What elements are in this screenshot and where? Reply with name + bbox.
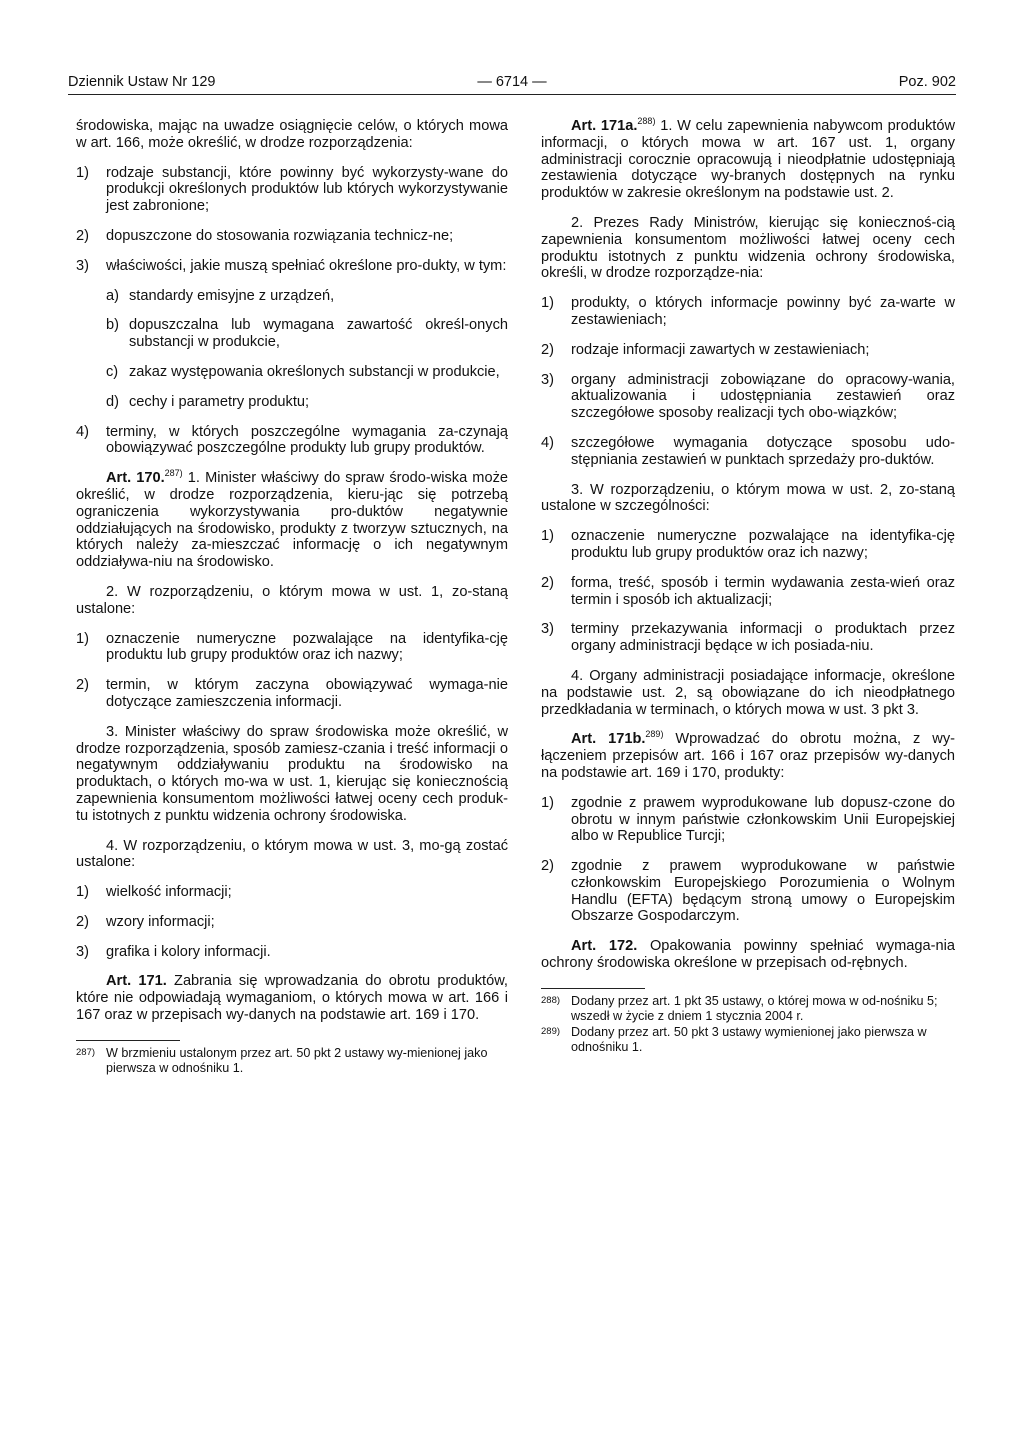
list-item: 3) organy administracji zobowiązane do opracowy-wania, aktualizowania i udostępniania zestawień oraz szczegółowe sposoby realizacji tych obo-wiązków; bbox=[541, 371, 955, 422]
article-171b: Art. 171b.$^{289)}$ Wprowadzać do obrotu można, z wy-łączeniem przepisów art. 166 i 167 oraz przepisów wy-danych na podstawie art. 169 i 170, produkty: bbox=[541, 729, 956, 781]
list-item: 4) terminy, w których poszczególne wymagania za-czynają obowiązywać poszczególne produkty lub grupy produktów. bbox=[76, 423, 508, 457]
list-item: 1) oznaczenie numeryczne pozwalające na identyfika-cję produktu lub grupy produktów oraz ich nazwy; bbox=[541, 528, 955, 561]
list-item: 4) szczegółowe wymagania dotyczące sposobu udo-stępniania zestawień w punktach sprzedaży pro-duktów. bbox=[541, 434, 955, 468]
article-172: Art. 172. Opakowania powinny spełniać wymaga-nia ochrony środowiska określone w przepisach od-rębnych. bbox=[541, 938, 955, 972]
sub-list-item: b) dopuszczalna lub wymagana zawartość określ-onych substancji w produkcie, bbox=[106, 317, 508, 351]
article-label: Art. 172. bbox=[571, 938, 638, 955]
paragraph: 2. W rozporządzeniu, o którym mowa w ust. 1, zo-staną ustalone: bbox=[76, 583, 508, 617]
sub-list-item: c) zakaz występowania określonych substancji w produkcie, bbox=[106, 363, 500, 380]
footnote-divider bbox=[76, 1040, 180, 1041]
paragraph: 2. Prezes Rady Ministrów, kierując się koniecznoś-cią zapewnienia konsumentom możliwości łatwej oceny cech produktu istotnych z punktu widzenia ochrony środowiska, określi, w drodze rozporządze-nia: bbox=[541, 214, 955, 282]
position-number: Poz. 902 bbox=[898, 74, 956, 90]
footnote-ref: 287) bbox=[164, 468, 183, 479]
list-item: 2) termin, w którym zaczyna obowiązywać wymaga-nie dotyczące zamieszczenia informacji. bbox=[76, 677, 508, 710]
paragraph: 4. Organy administracji posiadające informacje, określone na podstawie ust. 2, są obowiązane do ich nieodpłatnego przedkładania w terminach, o których mowa w ust. 3 pkt 3. bbox=[541, 667, 955, 718]
footnote-divider bbox=[541, 988, 645, 989]
list-item: 3) właściwości, jakie muszą spełniać określone pro-dukty, w tym: bbox=[76, 257, 507, 274]
footnote: 287) W brzmieniu ustalonym przez art. 50 pkt 2 ustawy wy-mienionej jako pierwsza w odnośniku 1. bbox=[76, 1045, 488, 1075]
paragraph: 3. Minister właściwy do spraw środowiska może określić, w drodze rozporządzenia, sposób zamiesz-czania i treść informacji o negatywnym oddziaływaniu produktu na środowisko na produktach, o których mo-wa w ust. 1, kierując się koniecznością zapewnienia konsumentom możliwości łatwej oceny cech produk-tu istotnych z punktu widzenia ochrony środowiska. bbox=[76, 723, 508, 824]
list-item: 1) oznaczenie numeryczne pozwalające na identyfika-cję produktu lub grupy produktów oraz ich nazwy; bbox=[76, 630, 508, 664]
list-item: 1) produkty, o których informacje powinny być za-warte w zestawieniach; bbox=[541, 295, 955, 328]
list-item: 1) rodzaje substancji, które powinny być wykorzysty-wane do produkcji określonych produktów lub których wykorzystywanie jest zabronione; bbox=[76, 164, 508, 215]
footnote-ref: 288) bbox=[637, 116, 656, 126]
list-item: 1) zgodnie z prawem wyprodukowane lub dopusz-czone do obrotu w innym państwie członkowskim Unii Europejskiej albo w Republice Turcji; bbox=[541, 794, 955, 845]
list-item: 3) grafika i kolory informacji. bbox=[76, 943, 271, 960]
article-171a: Art. 171a.$^{288)}$ 1. W celu zapewnienia nabywcom produktów informacji, o których mowa w art. 167 ust. 1, organy administracji corocznie opracowują i nieodpłatnie udostępniają zestawienia dotyczące wy-branych dostępnych na rynku produktów w zakresie określonym na podstawie ust. 2. bbox=[541, 116, 955, 202]
sub-list-item: d) cechy i parametry produktu; bbox=[106, 393, 310, 410]
list-item: 2) dopuszczone do stosowania rozwiązania technicz-ne; bbox=[76, 227, 454, 244]
list-item: 1) wielkość informacji; bbox=[76, 884, 232, 901]
list-item: 2) wzory informacji; bbox=[76, 913, 215, 930]
paragraph: 3. W rozporządzeniu, o którym mowa w ust. 2, zo-staną ustalone w szczególności: bbox=[541, 481, 955, 515]
list-item: 2) zgodnie z prawem wyprodukowane w państwie członkowskim Europejskiego Porozumienia o Wolnym Handlu (EFTA) będącym stroną umowy o Europejskim Obszarze Gospodarczym. bbox=[541, 858, 955, 925]
article-label: Art. 171. bbox=[106, 973, 167, 990]
journal-title: Dziennik Ustaw Nr 129 bbox=[68, 74, 216, 90]
footnote: 289) Dodany przez art. 50 pkt 3 ustawy wymienionej jako pierwsza w odnośniku 1. bbox=[541, 1024, 927, 1054]
list-item: 2) forma, treść, sposób i termin wydawania zesta-wień oraz termin i sposób ich aktualizacji; bbox=[541, 574, 955, 608]
article-label: Art. 170. bbox=[106, 470, 165, 487]
footnote: 288) Dodany przez art. 1 pkt 35 ustawy, o której mowa w od-nośniku 5; wszedł w życie z dniem 1 stycznia 2004 r. bbox=[541, 993, 938, 1023]
right-column bbox=[541, 118, 955, 1056]
page-number: — 6714 — bbox=[477, 74, 547, 90]
page-header bbox=[68, 72, 956, 95]
article-171: Art. 171. Zabrania się wprowadzania do obrotu produktów, które nie odpowiadają wymaganiom, o których mowa w art. 166 i 167 oraz w przepisach wy-danych na podstawie art. 169 i 170. bbox=[76, 973, 508, 1024]
sub-list-item: a) standardy emisyjne z urządzeń, bbox=[106, 287, 335, 304]
article-label: Art. 171b. bbox=[571, 731, 646, 748]
intro-paragraph: środowiska, mając na uwadze osiągnięcie celów, o których mowa w art. 166, może określić, w drodze rozporządzenia: bbox=[76, 118, 508, 151]
article-170: Art. 170.$^{287)}$ 1. Minister właściwy do spraw środo-wiska może określić, w drodze rozporządzenia, kieru-jąc się potrzebą ograniczenia wykorzystywania pro-duktów negatywnie oddziałujących na środowisko, produkty z tworzyw sztucznych, na których należy za-mieszczać informację o ich negatywnym oddziaływa-niu na środowisko. bbox=[76, 468, 508, 571]
paragraph: 4. W rozporządzeniu, o którym mowa w ust. 3, mo-gą zostać ustalone: bbox=[76, 837, 508, 871]
list-item: 2) rodzaje informacji zawartych w zestawieniach; bbox=[541, 341, 870, 358]
left-column bbox=[76, 118, 508, 1077]
footnote-ref: 289) bbox=[645, 729, 664, 740]
list-item: 3) terminy przekazywania informacji o produktach przez organy administracji będące w ich posiada-niu. bbox=[541, 621, 955, 655]
article-label: Art. 171a. bbox=[571, 118, 638, 134]
